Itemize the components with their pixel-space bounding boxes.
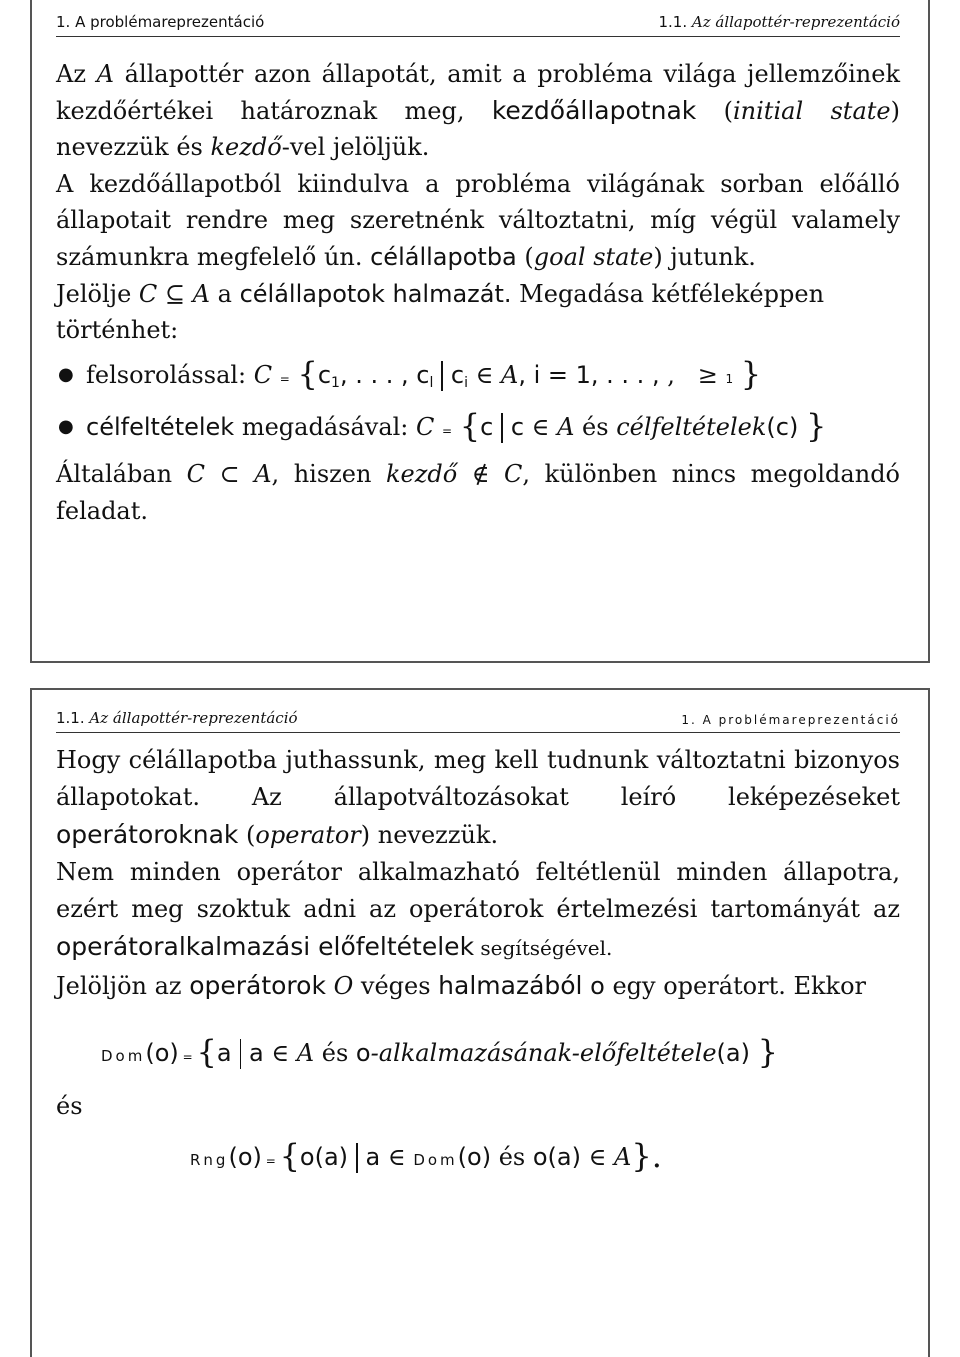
paragraph-goal-state: [56, 166, 900, 276]
text: segítségével.: [474, 936, 613, 960]
math-A: A: [192, 279, 211, 308]
header-left-num: 1.1.: [56, 709, 85, 727]
text: (: [696, 96, 733, 125]
math-O: O: [333, 972, 354, 1000]
math-c: c: [480, 413, 494, 442]
math-o-of-a: o(a): [532, 1143, 581, 1171]
math-kezdo: kezdő: [210, 133, 282, 162]
text: Az: [56, 60, 97, 88]
word-es: és: [56, 1092, 83, 1120]
math-brace-close: }: [805, 407, 827, 446]
math-A: A: [557, 413, 575, 442]
math-proper-subset: ⊂: [219, 459, 240, 488]
math-in: ∈: [387, 1143, 406, 1171]
math-A: A: [296, 1039, 315, 1067]
paragraph-initial-state: [56, 56, 900, 166]
bullet-conditions: [56, 409, 900, 450]
term-operatorok: operátorok: [189, 971, 326, 1000]
slide-body: [56, 56, 900, 529]
header-right: 1. A problémareprezentáció: [681, 713, 900, 727]
math-bar: [240, 1039, 242, 1069]
header-rule: [56, 36, 900, 37]
math-range: , i = 1, . . . ,: [518, 360, 668, 389]
math-kezdo: kezdő: [385, 459, 458, 488]
math-eq: =: [279, 371, 290, 386]
math-comma: ,: [667, 360, 683, 389]
text: Általában: [56, 459, 187, 488]
term-initial-state: initial state: [733, 96, 891, 125]
math-o: o: [355, 1039, 371, 1067]
math-subset: ⊆: [164, 279, 186, 308]
math-celfeltetelek: célfeltételek: [616, 413, 767, 442]
header-rule: [56, 732, 900, 733]
slide-header: [56, 13, 900, 31]
math-in: ∈: [475, 360, 494, 389]
math-dom: Dom: [413, 1151, 458, 1169]
term-operator: operator: [255, 821, 361, 849]
math-o-of-a: o(a): [299, 1143, 349, 1171]
math-brace-open: {: [279, 1137, 300, 1175]
math-notin: ∉: [471, 459, 490, 488]
text: Megadása kétféleképpen történhet:: [56, 279, 825, 345]
text: ) jutunk.: [653, 242, 756, 271]
text: -vel jelöljük.: [281, 133, 430, 162]
math-dots: , . . . ,: [339, 360, 417, 389]
header-left-title: Az állapottér-reprezentáció: [89, 709, 298, 727]
math-bar: [441, 361, 443, 391]
math-in: ∈: [531, 413, 550, 442]
text: Jelöljön az: [56, 972, 190, 1000]
math-A: A: [254, 459, 272, 488]
paragraph-operators: [56, 742, 900, 854]
term-celallapot: célállapotba: [370, 242, 517, 271]
paragraph-preconditions: [56, 854, 900, 967]
math-c: c: [450, 360, 465, 389]
math-A: A: [614, 1143, 632, 1171]
text: (: [516, 242, 534, 271]
math-rng: Rng: [190, 1151, 229, 1169]
slide-1: [30, 0, 930, 663]
math-C: C: [416, 413, 435, 442]
math-c: c: [317, 360, 332, 389]
text: ) nevezzük és: [56, 96, 900, 162]
text: (: [238, 821, 256, 849]
math-brace-open: {: [459, 407, 481, 446]
bullet-label: megadásával:: [234, 413, 417, 442]
math-brace-close: }: [757, 1033, 778, 1071]
header-right: [658, 13, 900, 31]
math-bar: [501, 413, 503, 443]
math-sub: i: [464, 374, 468, 391]
math-a: a: [365, 1143, 381, 1171]
math-bar: [356, 1143, 358, 1173]
math-in: ∈: [588, 1143, 607, 1171]
math-eq: =: [261, 1154, 280, 1168]
math-eq: =: [178, 1050, 197, 1064]
text: egy operátort. Ekkor: [604, 972, 867, 1000]
math-A: A: [96, 60, 114, 88]
term-operatorok: operátoroknak: [56, 820, 239, 849]
term-kezdoallapot: kezdőállapotnak: [491, 95, 697, 125]
math-precondition: -alkalmazásának-előfeltétele: [370, 1039, 717, 1067]
math-o: o: [590, 972, 605, 1000]
text: Nem minden operátor alkalmazható feltétlenül minden állapotra, ezért meg szoktuk adni az operátorok értelmezési tartományát az: [56, 858, 900, 923]
text: véges: [353, 972, 439, 1000]
math-arg: (c): [766, 413, 799, 442]
math-in: ∈: [271, 1039, 290, 1067]
math-arg: (o): [228, 1143, 262, 1171]
bullet-enumeration: [56, 354, 900, 402]
math-sub: l: [429, 374, 434, 391]
math-a: a: [216, 1039, 232, 1067]
header-left: [56, 709, 298, 727]
bullet-label: felsorolással:: [86, 360, 254, 389]
math-C: C: [253, 360, 273, 389]
math-brace-open: {: [297, 354, 318, 393]
math-brace-close: }: [740, 354, 762, 393]
slide-2: [30, 688, 930, 1357]
term-goal-state: goal state: [533, 242, 654, 271]
math-ge: ≥: [697, 360, 718, 389]
math-dom: Dom: [101, 1047, 146, 1065]
header-right-num: 1.1.: [658, 13, 688, 31]
math-c: c: [416, 360, 430, 389]
text: a: [210, 279, 240, 308]
header-left: 1. A problémareprezentáció: [56, 13, 265, 31]
formula-range: [190, 1139, 900, 1180]
paragraph-operator-set: [56, 967, 900, 1005]
text: és: [491, 1143, 533, 1171]
term-halmaz: halmazából: [438, 971, 583, 1000]
text: és: [314, 1039, 356, 1067]
text: és: [574, 413, 617, 442]
math-c: c: [510, 413, 525, 442]
paragraph-goal-set: [56, 276, 900, 349]
math-eq: =: [442, 424, 453, 439]
math-a: a: [249, 1039, 264, 1067]
math-one: 1: [725, 371, 734, 386]
text: A kezdőállapotból kiindulva a probléma világának sorban előálló állapotait rendre meg szeretnénk változtatni, míg végül valamely számunkra megfelelő ún.: [56, 169, 900, 271]
math-C: C: [504, 459, 523, 488]
text: , hiszen: [271, 459, 386, 488]
paragraph-generally: [56, 456, 900, 529]
slide-body: [56, 742, 900, 1180]
formula-domain: [101, 1035, 900, 1076]
math-C: C: [138, 279, 158, 308]
text: Jelölje: [56, 279, 139, 308]
term-preconditions: operátoralkalmazási előfeltételek: [56, 932, 475, 961]
math-C: C: [186, 459, 205, 488]
math-brace-open: {: [196, 1033, 217, 1071]
term-halmaz: célállapotok halmazát.: [239, 279, 512, 308]
text: ) nevezzük.: [360, 821, 499, 849]
header-right-title: Az állapottér-reprezentáció: [691, 13, 900, 31]
term-celfeltetelek: célfeltételek: [86, 413, 235, 442]
math-arg: (a): [716, 1039, 750, 1067]
text: állapottér azon állapotát, amit a probléma világa jellemzőinek kezdőértékei határoznak meg,: [56, 60, 900, 125]
text: Hogy célállapotba juthassunk, meg kell tudnunk változtatni bizonyos állapotokat. Az állapotváltozásokat leíró leképezéseket: [56, 746, 900, 811]
math-sub: 1: [331, 374, 340, 391]
math-brace-close: }.: [631, 1137, 662, 1175]
slide-header: [56, 709, 900, 727]
text: , különben nincs megoldandó feladat.: [56, 459, 900, 525]
math-arg: (o): [457, 1143, 492, 1171]
math-A: A: [501, 360, 519, 389]
math-arg: (o): [145, 1039, 179, 1067]
